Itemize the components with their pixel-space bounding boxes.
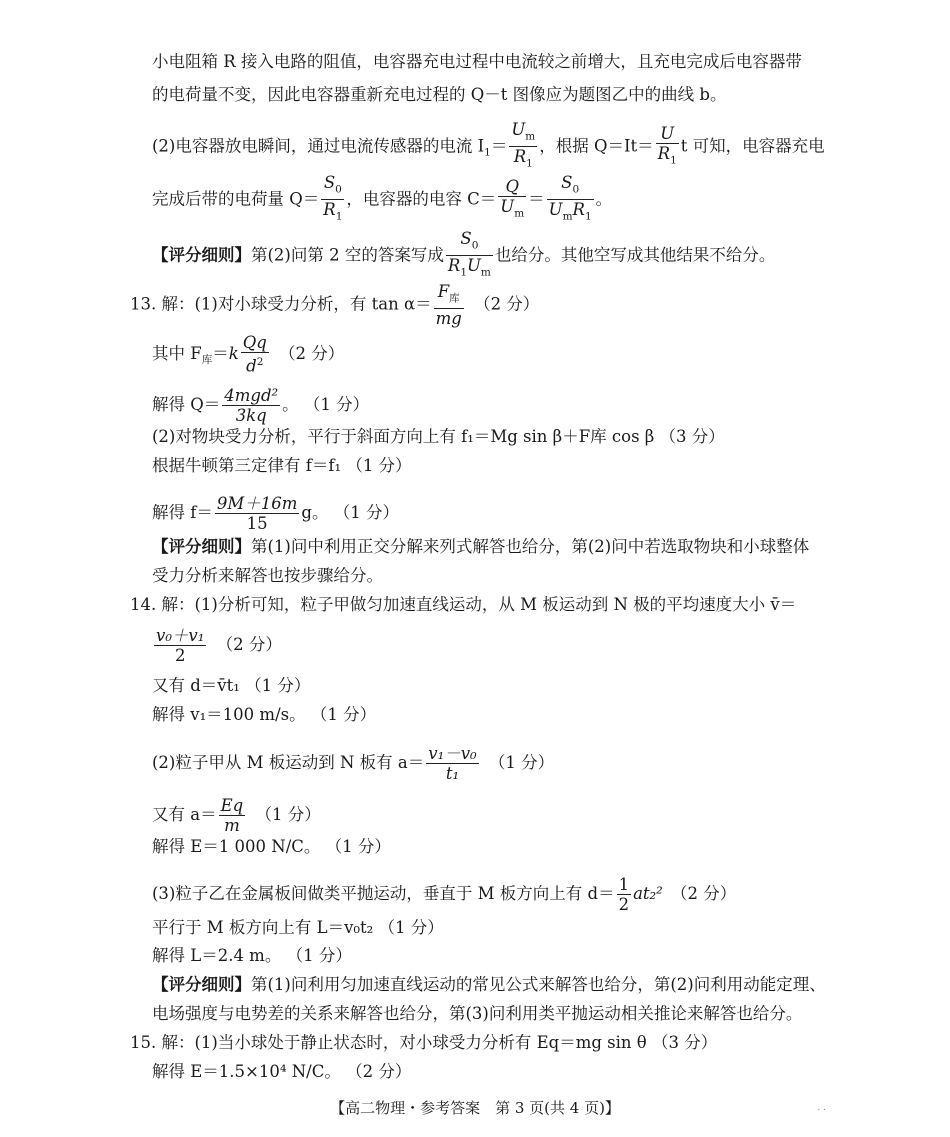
frac-fku-mg: $\frac{F_库}{mg}$ [435, 282, 462, 329]
frac-9m16m-15: $\frac{9M+16m}{15}$ [216, 494, 298, 533]
p14-line-9: 平行于 M 板方向上有 L＝v₀t₂ （1 分） [152, 918, 444, 937]
frac-eq-m: $\frac{Eq}{m}$ [220, 796, 244, 835]
p12-line-1: 小电阻箱 R 接入电路的阻值，电容器充电过程中电流较之前增大，且充电完成后电容器带 [152, 52, 802, 71]
frac-u-r1: $\frac{U}{R_1}$ [657, 123, 677, 166]
p13-line-4: (2)对物块受力分析，平行于斜面方向上有 f₁＝Mg sin β＋F库 cos β （3 分） [152, 427, 725, 446]
frac-s0-r1um: $\frac{S_0}{R_1U_m}$ [447, 229, 491, 279]
p13-line-2: 其中 $F_库=k$ $\frac{Qq}{d^2}$ （2 分） [152, 333, 345, 376]
p12-line-4: 完成后带的电荷量 Q＝ $\frac{S_0}{R_1}$ ，电容器的电容 C＝ $\frac{Q}{U_m}$ ＝ $\frac{S_0}{U_mR_1}$ 。 [152, 173, 612, 227]
frac-q-um: $\frac{Q}{U_m}$ [500, 176, 525, 219]
p14-rule-1: 【评分细则】第(1)问利用匀加速直线运动的常见公式来解答也给分，第(2)问利用动能定理、 [152, 975, 826, 994]
page-footer: 【高二物理・参考答案 第 3 页(共 4 页)】 [330, 1099, 620, 1117]
frac-qq-d2: $\frac{Qq}{d^2}$ [242, 333, 267, 376]
p12-line-3: (2)电容器放电瞬间，通过电流传感器的电流 $I_1=$ $\frac{U_m}{R_1}$ ，根据 Q＝It＝ $\frac{U}{R_1}$ t 可知，电容器充电 [152, 120, 825, 174]
p14-rule-2: 电场强度与电势差的关系来解答也给分，第(3)问利用类平抛运动相关推论来解答也给分。 [152, 1004, 803, 1023]
p14-line-8: (3)粒子乙在金属板间做类平抛运动，垂直于 M 板方向上有 d＝ $\frac{1}{2}$ at₂² （2 分） [152, 875, 737, 914]
p15-line-1: 15. 解：(1)当小球处于静止状态时，对小球受力分析有 Eq＝mg sin θ （3 分） [130, 1033, 718, 1052]
frac-s0-r1: $\frac{S_0}{R_1}$ [323, 173, 343, 223]
frac-v0v1-2: $\frac{\text{v₀＋v₁}}{2}$ [156, 626, 205, 665]
p13-line-1: 13. 解：(1)对小球受力分析，有 tan α＝ $\frac{F_库}{mg}$ （2 分） [130, 282, 540, 329]
p13-line-5: 根据牛顿第三定律有 f＝f₁ （1 分） [152, 456, 412, 475]
p14-line-7: 解得 E＝1 000 N/C。 （1 分） [152, 837, 391, 856]
frac-um-r1: $\frac{U_m}{R_1}$ [511, 120, 536, 170]
frac-4mgd2-3kq: $\frac{\text{4mgd²}}{3kq}$ [224, 386, 279, 425]
p12-rule: 【评分细则】第(2)问第 2 空的答案写成 $\frac{S_0}{R_1U_m}$ 也给分。其他空写成其他结果不给分。 [152, 229, 775, 283]
p13-rule-1: 【评分细则】第(1)问中利用正交分解来列式解答也给分，第(2)问中若选取物块和小球整体 [152, 537, 810, 556]
p14-line-5: (2)粒子甲从 M 板运动到 N 板有 a＝ $\frac{\text{v₁－v₀}}{\text{t₁}}$ （1 分） [152, 744, 555, 783]
p14-line-4: 解得 v₁＝100 m/s。 （1 分） [152, 705, 377, 724]
p13-line-3: 解得 Q＝ $\frac{\text{4mgd²}}{3kq}$ 。 （1 分） [152, 386, 370, 425]
p15-line-2: 解得 E＝1.5×10⁴ N/C。 （2 分） [152, 1062, 412, 1081]
frac-1-2: $\frac{1}{2}$ [618, 875, 630, 914]
p14-line-10: 解得 L＝2.4 m。 （1 分） [152, 946, 352, 965]
p14-line-2: $\frac{\text{v₀＋v₁}}{2}$ （2 分） [156, 626, 282, 665]
p13-rule-2: 受力分析来解答也按步骤给分。 [152, 566, 383, 585]
p14-line-1: 14. 解：(1)分析可知，粒子甲做匀加速直线运动，从 M 板运动到 N 极的平均速度大小 v̄＝ [130, 595, 797, 614]
p14-line-3: 又有 d＝v̄t₁ （1 分） [152, 676, 311, 695]
p14-line-6: 又有 a＝ $\frac{Eq}{m}$ （1 分） [152, 796, 321, 835]
p12-line-2: 的电荷量不变，因此电容器重新充电过程的 Q－t 图像应为题图乙中的曲线 b。 [152, 85, 727, 104]
frac-s0-umr1: $\frac{S_0}{U_mR_1}$ [548, 173, 592, 223]
frac-v1v0-t1: $\frac{\text{v₁－v₀}}{\text{t₁}}$ [428, 744, 477, 783]
corner-mark: . . [817, 1103, 826, 1113]
p13-line-6: 解得 f＝ $\frac{9M+16m}{15}$ g。 （1 分） [152, 494, 399, 533]
